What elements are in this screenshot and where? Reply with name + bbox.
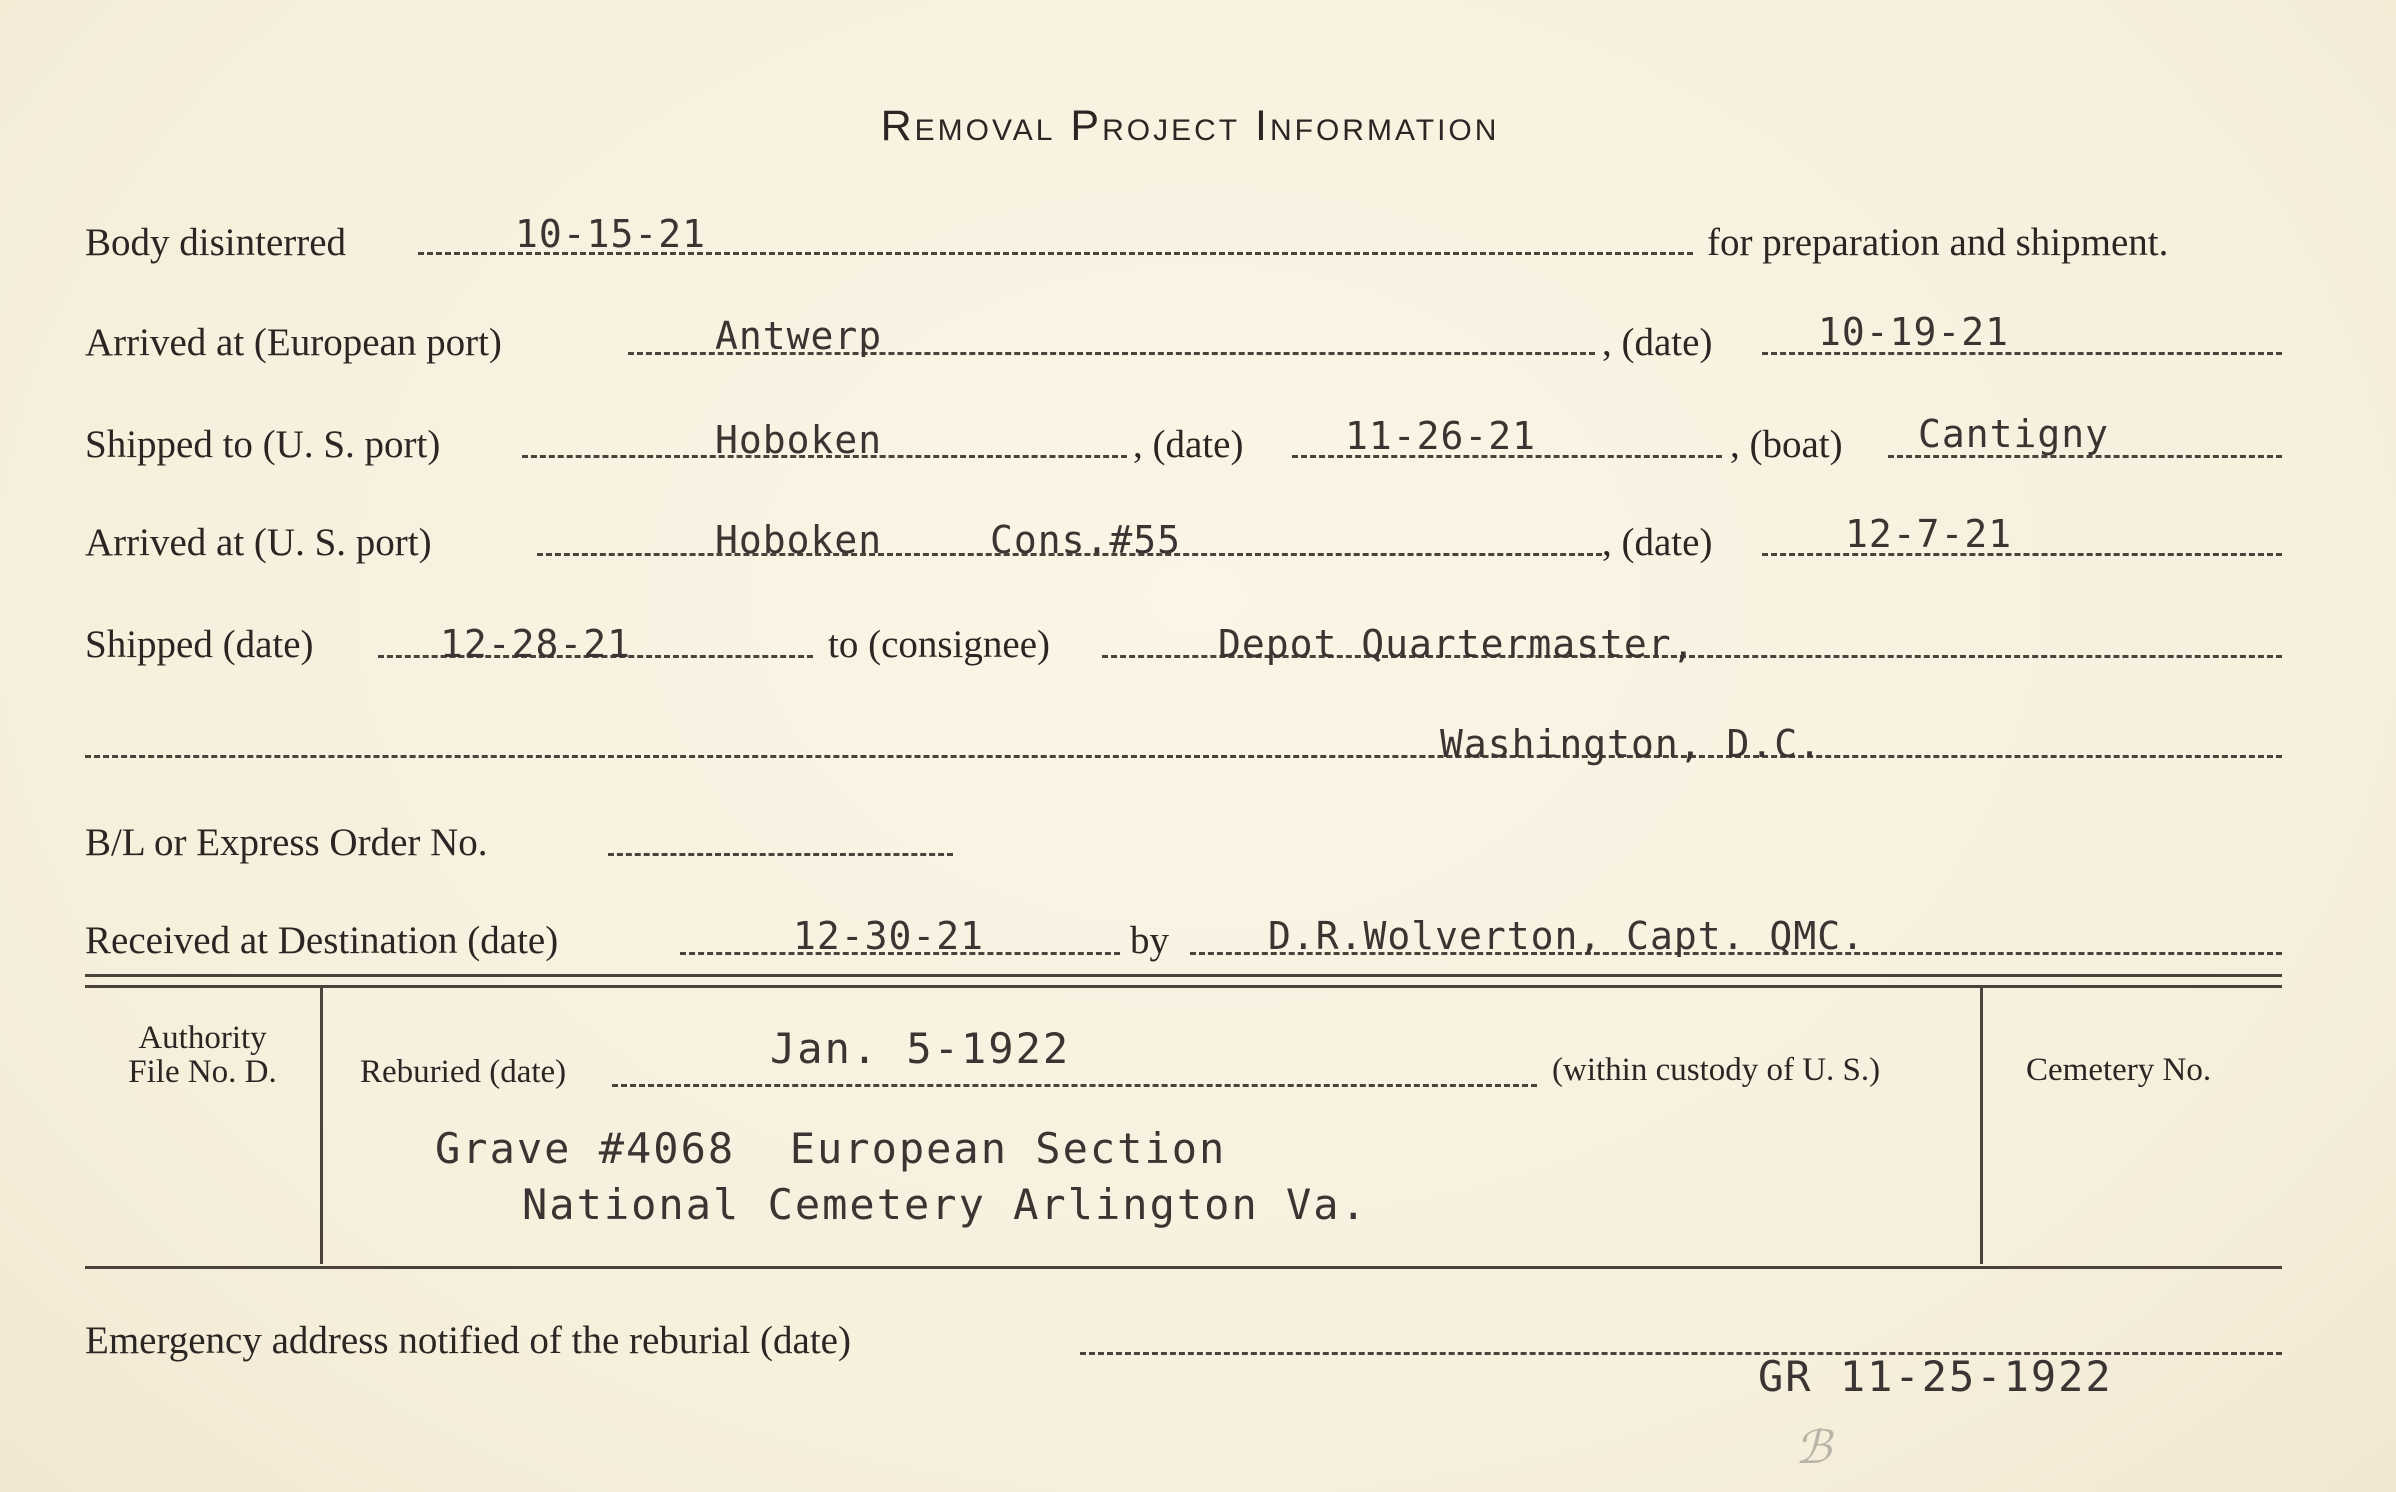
card-title: Removal Project Information xyxy=(880,102,1500,150)
arrived-european-label: Arrived at (European port) xyxy=(85,321,502,364)
arrived-us-port: Hoboken xyxy=(715,518,883,562)
consignee-line-2 xyxy=(85,755,2282,758)
disinterred-suffix: for preparation and shipment. xyxy=(1707,221,2169,264)
reburied-line xyxy=(612,1084,1537,1087)
arrived-us-label: Arrived at (U. S. port) xyxy=(85,521,432,564)
bl-line xyxy=(608,853,953,856)
shipped-us-port: Hoboken xyxy=(715,418,883,462)
arrived-european-date: 10-19-21 xyxy=(1818,310,2010,354)
gr-stamp: GR 11-25-1922 xyxy=(1758,1352,2113,1401)
box-divider-right xyxy=(1980,988,1983,1264)
disinterred-date: 10-15-21 xyxy=(515,212,707,256)
received-label: Received at Destination (date) xyxy=(85,919,559,962)
emergency-label: Emergency address notified of the reburial (date) xyxy=(85,1319,851,1362)
cemetery-location: National Cemetery Arlington Va. xyxy=(522,1180,1368,1229)
shipped-us-label: Shipped to (U. S. port) xyxy=(85,423,441,466)
reburied-date: Jan. 5-1922 xyxy=(770,1024,1071,1073)
authority-line1: Authority xyxy=(138,1020,267,1056)
box-bottom-rule xyxy=(85,1266,2282,1269)
bl-label: B/L or Express Order No. xyxy=(85,821,488,864)
arrived-us-cons: Cons.#55 xyxy=(990,518,1182,562)
received-by-label: by xyxy=(1130,919,1169,962)
arrived-us-date: 12-7-21 xyxy=(1845,512,2013,556)
shipped-us-boat-label: , (boat) xyxy=(1730,423,1843,466)
shipped-us-date-label: , (date) xyxy=(1133,423,1244,466)
consignee: Depot Quartermaster, xyxy=(1218,622,1696,666)
box-top-rule-1 xyxy=(85,974,2282,977)
arrived-us-date-line xyxy=(1762,553,2282,556)
arrived-european-port: Antwerp xyxy=(715,314,883,358)
arrived-european-date-label: , (date) xyxy=(1602,321,1713,364)
reburied-label: Reburied (date) xyxy=(360,1054,567,1090)
consignee-line2: Washington, D.C. xyxy=(1440,722,1823,766)
received-by: D.R.Wolverton, Capt. QMC. xyxy=(1268,914,1865,958)
shipped-date: 12-28-21 xyxy=(440,622,632,666)
pencil-mark: ℬ xyxy=(1795,1420,1832,1474)
box-divider-left xyxy=(320,988,323,1264)
cemetery-no-label: Cemetery No. xyxy=(2026,1052,2212,1088)
custody-label: (within custody of U. S.) xyxy=(1552,1052,1881,1088)
received-date: 12-30-21 xyxy=(793,914,985,958)
disinterred-label: Body disinterred xyxy=(85,221,347,264)
shipped-us-boat: Cantigny xyxy=(1918,412,2110,456)
consignee-label: to (consignee) xyxy=(828,623,1051,666)
shipped-us-date: 11-26-21 xyxy=(1345,414,1537,458)
authority-line2: File No. D. xyxy=(128,1054,277,1090)
arrived-us-date-label: , (date) xyxy=(1602,521,1713,564)
box-top-rule-2 xyxy=(85,985,2282,988)
shipped-date-label: Shipped (date) xyxy=(85,623,314,666)
grave-line: Grave #4068 European Section xyxy=(435,1124,1227,1173)
